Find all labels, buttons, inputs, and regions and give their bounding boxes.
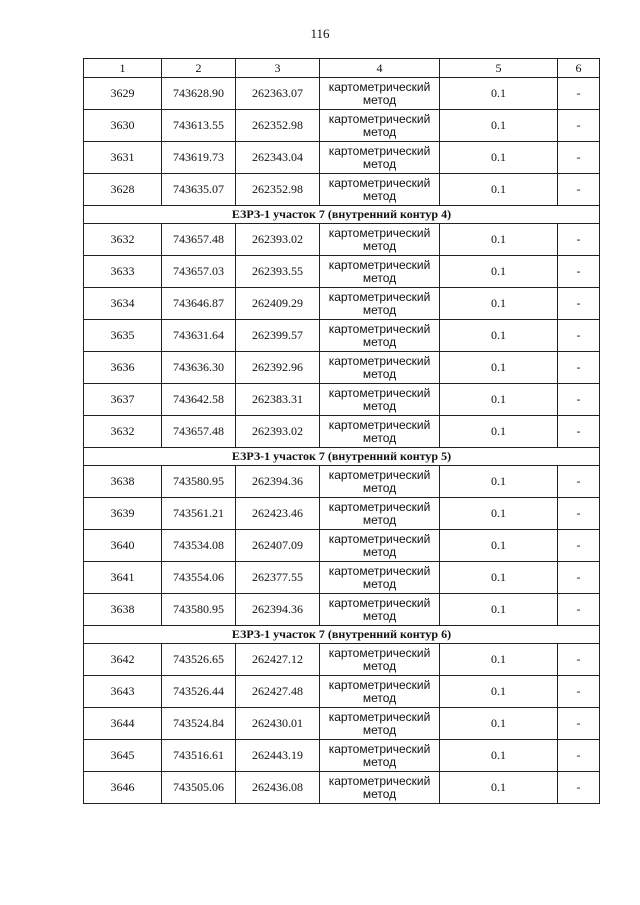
method-cell <box>320 224 440 256</box>
page-number: 116 <box>310 26 330 41</box>
note-cell: - <box>558 416 600 448</box>
y-coordinate-cell: 262343.04 <box>236 142 320 174</box>
y-coordinate-cell: 262393.55 <box>236 256 320 288</box>
boundary-points-table <box>83 58 600 804</box>
column-header: 6 <box>558 59 600 78</box>
accuracy-cell: 0.1 <box>440 224 558 256</box>
method-line: картометрический <box>328 257 431 272</box>
y-coordinate-cell: 262394.36 <box>236 466 320 498</box>
accuracy-cell: 0.1 <box>440 174 558 206</box>
method-line: картометрический <box>328 79 431 94</box>
y-coordinate-cell: 262399.57 <box>236 320 320 352</box>
section-heading-row <box>84 206 600 224</box>
table-row <box>84 708 600 740</box>
method-line: метод <box>362 512 397 527</box>
note-cell: - <box>558 676 600 708</box>
method-line: метод <box>362 238 397 253</box>
accuracy-cell: 0.1 <box>440 562 558 594</box>
method-line: картометрический <box>328 563 431 578</box>
x-coordinate-cell: 743524.84 <box>162 708 236 740</box>
accuracy-cell: 0.1 <box>440 498 558 530</box>
method-line: метод <box>362 722 397 737</box>
y-coordinate-cell: 262394.36 <box>236 594 320 626</box>
point-number-cell: 3631 <box>84 142 162 174</box>
method-line: метод <box>362 270 397 285</box>
method-cell <box>320 110 440 142</box>
x-coordinate-cell: 743534.08 <box>162 530 236 562</box>
table-row <box>84 498 600 530</box>
method-cell <box>320 416 440 448</box>
y-coordinate-cell: 262383.31 <box>236 384 320 416</box>
x-coordinate-cell: 743613.55 <box>162 110 236 142</box>
table-row <box>84 562 600 594</box>
point-number-cell: 3632 <box>84 224 162 256</box>
note-cell: - <box>558 530 600 562</box>
table-row <box>84 110 600 142</box>
method-line: метод <box>362 302 397 317</box>
method-cell <box>320 466 440 498</box>
accuracy-cell: 0.1 <box>440 352 558 384</box>
accuracy-cell: 0.1 <box>440 320 558 352</box>
note-cell: - <box>558 174 600 206</box>
method-line: картометрический <box>328 741 431 756</box>
method-line: метод <box>362 754 397 769</box>
method-line: метод <box>362 92 397 107</box>
point-number-cell: 3644 <box>84 708 162 740</box>
y-coordinate-cell: 262352.98 <box>236 110 320 142</box>
accuracy-cell: 0.1 <box>440 416 558 448</box>
x-coordinate-cell: 743526.65 <box>162 644 236 676</box>
method-line: метод <box>362 334 397 349</box>
method-cell <box>320 772 440 804</box>
method-line: метод <box>362 430 397 445</box>
x-coordinate-cell: 743554.06 <box>162 562 236 594</box>
point-number-cell: 3635 <box>84 320 162 352</box>
x-coordinate-cell: 743580.95 <box>162 466 236 498</box>
note-cell: - <box>558 224 600 256</box>
y-coordinate-cell: 262430.01 <box>236 708 320 740</box>
note-cell: - <box>558 708 600 740</box>
method-line: метод <box>362 398 397 413</box>
method-cell <box>320 142 440 174</box>
accuracy-cell: 0.1 <box>440 740 558 772</box>
method-line: картометрический <box>328 175 431 190</box>
accuracy-cell: 0.1 <box>440 772 558 804</box>
table-row <box>84 320 600 352</box>
column-header: 1 <box>84 59 162 78</box>
table-row <box>84 466 600 498</box>
note-cell: - <box>558 110 600 142</box>
method-cell <box>320 384 440 416</box>
method-line: картометрический <box>328 417 431 432</box>
column-header: 2 <box>162 59 236 78</box>
method-line: метод <box>362 544 397 559</box>
table-row <box>84 352 600 384</box>
note-cell: - <box>558 142 600 174</box>
accuracy-cell: 0.1 <box>440 142 558 174</box>
method-line: картометрический <box>328 385 431 400</box>
point-number-cell: 3629 <box>84 78 162 110</box>
table-row <box>84 174 600 206</box>
note-cell: - <box>558 352 600 384</box>
method-line: метод <box>362 156 397 171</box>
point-number-cell: 3639 <box>84 498 162 530</box>
method-line: метод <box>362 690 397 705</box>
x-coordinate-cell: 743619.73 <box>162 142 236 174</box>
column-number-row <box>84 59 600 78</box>
y-coordinate-cell: 262392.96 <box>236 352 320 384</box>
note-cell: - <box>558 78 600 110</box>
accuracy-cell: 0.1 <box>440 256 558 288</box>
method-line: картометрический <box>328 677 431 692</box>
method-cell <box>320 352 440 384</box>
x-coordinate-cell: 743580.95 <box>162 594 236 626</box>
point-number-cell: 3640 <box>84 530 162 562</box>
note-cell: - <box>558 562 600 594</box>
method-cell <box>320 498 440 530</box>
point-number-cell: 3645 <box>84 740 162 772</box>
accuracy-cell: 0.1 <box>440 384 558 416</box>
point-number-cell: 3641 <box>84 562 162 594</box>
note-cell: - <box>558 256 600 288</box>
section-heading: ЕЗРЗ-1 участок 7 (внутренний контур 6) <box>84 626 600 644</box>
x-coordinate-cell: 743646.87 <box>162 288 236 320</box>
section-heading-row <box>84 626 600 644</box>
table-row <box>84 288 600 320</box>
table-row <box>84 78 600 110</box>
method-line: метод <box>362 786 397 801</box>
method-cell <box>320 676 440 708</box>
method-cell <box>320 530 440 562</box>
accuracy-cell: 0.1 <box>440 530 558 562</box>
point-number-cell: 3637 <box>84 384 162 416</box>
note-cell: - <box>558 644 600 676</box>
table-row <box>84 772 600 804</box>
method-line: метод <box>362 124 397 139</box>
point-number-cell: 3636 <box>84 352 162 384</box>
point-number-cell: 3638 <box>84 594 162 626</box>
point-number-cell: 3630 <box>84 110 162 142</box>
x-coordinate-cell: 743631.64 <box>162 320 236 352</box>
table-row <box>84 530 600 562</box>
table-row <box>84 256 600 288</box>
y-coordinate-cell: 262352.98 <box>236 174 320 206</box>
table-row <box>84 676 600 708</box>
method-line: картометрический <box>328 143 431 158</box>
table-row <box>84 142 600 174</box>
method-line: картометрический <box>328 353 431 368</box>
point-number-cell: 3638 <box>84 466 162 498</box>
accuracy-cell: 0.1 <box>440 110 558 142</box>
x-coordinate-cell: 743635.07 <box>162 174 236 206</box>
section-heading-row <box>84 448 600 466</box>
column-header: 3 <box>236 59 320 78</box>
column-header: 5 <box>440 59 558 78</box>
y-coordinate-cell: 262407.09 <box>236 530 320 562</box>
section-heading: ЕЗРЗ-1 участок 7 (внутренний контур 4) <box>84 206 600 224</box>
accuracy-cell: 0.1 <box>440 644 558 676</box>
table-body <box>84 59 600 804</box>
point-number-cell: 3632 <box>84 416 162 448</box>
x-coordinate-cell: 743526.44 <box>162 676 236 708</box>
method-line: метод <box>362 576 397 591</box>
point-number-cell: 3633 <box>84 256 162 288</box>
method-line: картометрический <box>328 595 431 610</box>
method-line: картометрический <box>328 225 431 240</box>
method-line: метод <box>362 366 397 381</box>
method-line: картометрический <box>328 645 431 660</box>
table-row <box>84 594 600 626</box>
y-coordinate-cell: 262423.46 <box>236 498 320 530</box>
note-cell: - <box>558 740 600 772</box>
x-coordinate-cell: 743505.06 <box>162 772 236 804</box>
y-coordinate-cell: 262393.02 <box>236 224 320 256</box>
x-coordinate-cell: 743561.21 <box>162 498 236 530</box>
y-coordinate-cell: 262363.07 <box>236 78 320 110</box>
note-cell: - <box>558 384 600 416</box>
table-row <box>84 644 600 676</box>
note-cell: - <box>558 594 600 626</box>
point-number-cell: 3634 <box>84 288 162 320</box>
accuracy-cell: 0.1 <box>440 466 558 498</box>
method-cell <box>320 320 440 352</box>
table-row <box>84 384 600 416</box>
method-cell <box>320 562 440 594</box>
method-line: метод <box>362 188 397 203</box>
point-number-cell: 3642 <box>84 644 162 676</box>
accuracy-cell: 0.1 <box>440 676 558 708</box>
table-row <box>84 224 600 256</box>
x-coordinate-cell: 743657.03 <box>162 256 236 288</box>
method-cell <box>320 644 440 676</box>
x-coordinate-cell: 743628.90 <box>162 78 236 110</box>
y-coordinate-cell: 262443.19 <box>236 740 320 772</box>
column-header: 4 <box>320 59 440 78</box>
method-cell <box>320 594 440 626</box>
accuracy-cell: 0.1 <box>440 288 558 320</box>
y-coordinate-cell: 262377.55 <box>236 562 320 594</box>
method-line: метод <box>362 608 397 623</box>
table-row <box>84 740 600 772</box>
method-line: картометрический <box>328 499 431 514</box>
point-number-cell: 3646 <box>84 772 162 804</box>
accuracy-cell: 0.1 <box>440 708 558 740</box>
table-row <box>84 416 600 448</box>
note-cell: - <box>558 320 600 352</box>
method-line: картометрический <box>328 467 431 482</box>
note-cell: - <box>558 772 600 804</box>
method-line: картометрический <box>328 289 431 304</box>
y-coordinate-cell: 262409.29 <box>236 288 320 320</box>
accuracy-cell: 0.1 <box>440 78 558 110</box>
method-line: картометрический <box>328 773 431 788</box>
x-coordinate-cell: 743657.48 <box>162 224 236 256</box>
method-cell <box>320 708 440 740</box>
y-coordinate-cell: 262436.08 <box>236 772 320 804</box>
method-line: метод <box>362 480 397 495</box>
y-coordinate-cell: 262427.48 <box>236 676 320 708</box>
method-cell <box>320 78 440 110</box>
x-coordinate-cell: 743516.61 <box>162 740 236 772</box>
method-cell <box>320 288 440 320</box>
point-number-cell: 3643 <box>84 676 162 708</box>
method-cell <box>320 174 440 206</box>
x-coordinate-cell: 743657.48 <box>162 416 236 448</box>
method-cell <box>320 740 440 772</box>
note-cell: - <box>558 466 600 498</box>
method-line: картометрический <box>328 321 431 336</box>
method-line: картометрический <box>328 111 431 126</box>
method-line: метод <box>362 658 397 673</box>
method-line: картометрический <box>328 709 431 724</box>
method-cell <box>320 256 440 288</box>
note-cell: - <box>558 288 600 320</box>
x-coordinate-cell: 743642.58 <box>162 384 236 416</box>
note-cell: - <box>558 498 600 530</box>
y-coordinate-cell: 262393.02 <box>236 416 320 448</box>
method-line: картометрический <box>328 531 431 546</box>
x-coordinate-cell: 743636.30 <box>162 352 236 384</box>
section-heading: ЕЗРЗ-1 участок 7 (внутренний контур 5) <box>84 448 600 466</box>
point-number-cell: 3628 <box>84 174 162 206</box>
y-coordinate-cell: 262427.12 <box>236 644 320 676</box>
accuracy-cell: 0.1 <box>440 594 558 626</box>
